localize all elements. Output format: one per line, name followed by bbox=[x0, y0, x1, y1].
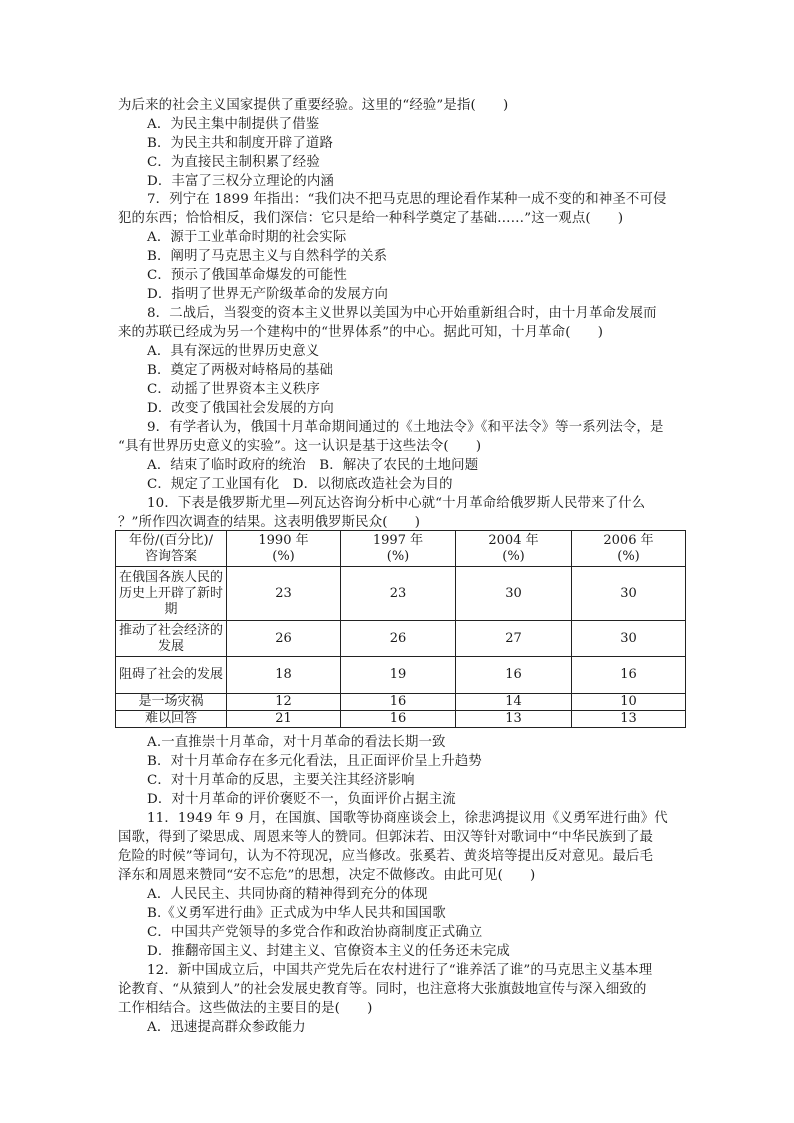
q11-stem-cont: 泽东和周恩来赞同“安不忘危”的思想，决定不做修改。由此可见( ) bbox=[118, 868, 536, 883]
cell-value: 30 bbox=[572, 621, 686, 657]
q8-option-a: A．具有深远的世界历史意义 bbox=[147, 344, 320, 359]
q7-stem: 7．列宁在 1899 年指出：“我们决不把马克思的理论看作某种一成不变的和神圣不可侵 bbox=[147, 192, 667, 207]
q11-option-d: D．推翻帝国主义、封建主义、官僚资本主义的任务还未完成 bbox=[147, 944, 510, 959]
table-row bbox=[116, 711, 686, 728]
q6-stem-end: 为后来的社会主义国家提供了重要经验。这里的“经验”是指( ) bbox=[118, 98, 509, 113]
cell-value: 30 bbox=[456, 567, 572, 621]
q9-stem: 9．有学者认为，俄国十月革命期间通过的《土地法令》《和平法令》等一系列法令，是 bbox=[147, 420, 664, 435]
cell-value: 13 bbox=[572, 711, 686, 728]
header-year-label: 1990 年 bbox=[258, 532, 309, 548]
survey-table bbox=[115, 530, 686, 728]
q12-stem: 12．新中国成立后，中国共产党先后在农村进行了“谁养活了谁”的马克思主义基本理 bbox=[147, 963, 653, 978]
table-row bbox=[116, 567, 686, 621]
q9-stem-cont: “具有世界历史意义的实验”。这一认识是基于这些法令( ) bbox=[118, 439, 482, 454]
row-label: 是一场灾祸 bbox=[116, 694, 227, 711]
q12-option-a: A．迅速提高群众参政能力 bbox=[147, 1020, 306, 1035]
header-year-label: 2006 年 bbox=[603, 532, 654, 548]
q11-stem-cont: 危险的时候”等词句，认为不符现况，应当修改。张奚若、黄炎培等提出反对意见。最后毛 bbox=[118, 849, 654, 864]
cell-value: 16 bbox=[341, 711, 456, 728]
q8-stem-cont: 来的苏联已经成为另一个建构中的“世界体系”的中心。据此可知，十月革命( ) bbox=[118, 325, 604, 340]
q11-stem-cont: 国歌，得到了梁思成、周恩来等人的赞同。但郭沫若、田汉等针对歌词中“中华民族到了最 bbox=[118, 830, 654, 845]
header-corner-line2: 咨询答案 bbox=[144, 548, 197, 564]
cell-value: 30 bbox=[572, 567, 686, 621]
cell-value: 16 bbox=[456, 657, 572, 694]
cell-value: 13 bbox=[456, 711, 572, 728]
q12-stem-cont: 工作相结合。这些做法的主要目的是( ) bbox=[118, 1001, 373, 1016]
cell-value: 27 bbox=[456, 621, 572, 657]
row-label: 在俄国各族人民的历史上开辟了新时期 bbox=[116, 567, 227, 621]
header-year bbox=[341, 531, 456, 567]
q7-option-a: A．源于工业革命时期的社会实际 bbox=[147, 230, 347, 245]
q11-option-b: B.《义勇军进行曲》正式成为中华人民共和国国歌 bbox=[147, 906, 446, 921]
q6-option-a: A．为民主集中制提供了借鉴 bbox=[147, 117, 320, 132]
q6-option-d: D．丰富了三权分立理论的内涵 bbox=[147, 174, 334, 189]
table-row bbox=[116, 694, 686, 711]
cell-value: 23 bbox=[341, 567, 456, 621]
cell-value: 26 bbox=[227, 621, 341, 657]
q12-stem-cont: 论教育、“从猿到人”的社会发展史教育等。同时，也注意将大张旗鼓地宣传与深入细致的 bbox=[118, 982, 647, 997]
header-year bbox=[456, 531, 572, 567]
q7-option-c: C．预示了俄国革命爆发的可能性 bbox=[147, 268, 347, 283]
q10-stem-cont: ？”所作四次调查的结果。这表明俄罗斯民众( ) bbox=[118, 515, 421, 530]
q9-options-cd: C．规定了工业国有化 D．以彻底改造社会为目的 bbox=[147, 477, 453, 492]
cell-value: 14 bbox=[456, 694, 572, 711]
q8-option-c: C．动摇了世界资本主义秩序 bbox=[147, 382, 320, 397]
q7-option-b: B．阐明了马克思主义与自然科学的关系 bbox=[147, 249, 388, 264]
q6-option-b: B．为民主共和制度开辟了道路 bbox=[147, 136, 334, 151]
q11-option-c: C．中国共产党领导的多党合作和政治协商制度正式确立 bbox=[147, 925, 483, 940]
q10-option-c: C．对十月革命的反思，主要关注其经济影响 bbox=[147, 773, 415, 788]
cell-value: 16 bbox=[341, 694, 456, 711]
header-year-label: 2004 年 bbox=[488, 532, 539, 548]
row-label: 难以回答 bbox=[116, 711, 227, 728]
cell-value: 21 bbox=[227, 711, 341, 728]
q11-stem: 11．1949 年 9 月，在国旗、国歌等协商座谈会上，徐悲鸿提议用《义勇军进行曲》代 bbox=[147, 811, 668, 826]
q8-option-d: D．改变了俄国社会发展的方向 bbox=[147, 401, 334, 416]
q11-option-a: A．人民民主、共同协商的精神得到充分的体现 bbox=[147, 887, 428, 902]
header-unit-label: (%) bbox=[502, 548, 525, 564]
cell-value: 19 bbox=[341, 657, 456, 694]
cell-value: 12 bbox=[227, 694, 341, 711]
row-label: 推动了社会经济的发展 bbox=[116, 621, 227, 657]
header-year-label: 1997 年 bbox=[372, 532, 424, 548]
row-label: 阻碍了社会的发展 bbox=[116, 657, 227, 694]
q8-stem: 8．二战后，当裂变的资本主义世界以美国为中心开始重新组合时，由十月革命发展而 bbox=[147, 306, 657, 321]
cell-value: 16 bbox=[572, 657, 686, 694]
q10-option-b: B．对十月革命存在多元化看法，且正面评价呈上升趋势 bbox=[147, 754, 482, 769]
cell-value: 10 bbox=[572, 694, 686, 711]
q7-stem-cont: 犯的东西；恰恰相反，我们深信：它只是给一种科学奠定了基础……”这一观点( ) bbox=[118, 211, 624, 226]
table-header-row bbox=[116, 531, 686, 567]
q10-option-d: D．对十月革命的评价褒贬不一，负面评价占据主流 bbox=[147, 792, 456, 807]
header-unit-label: (%) bbox=[272, 548, 295, 564]
header-year bbox=[572, 531, 686, 567]
table-row bbox=[116, 657, 686, 694]
header-year bbox=[227, 531, 341, 567]
header-unit-label: (%) bbox=[386, 548, 410, 564]
cell-value: 26 bbox=[341, 621, 456, 657]
q10-option-a: A.一直推崇十月革命，对十月革命的看法长期一致 bbox=[147, 735, 446, 750]
cell-value: 18 bbox=[227, 657, 341, 694]
q7-option-d: D．指明了世界无产阶级革命的发展方向 bbox=[147, 287, 389, 302]
q10-stem: 10．下表是俄罗斯尤里—列瓦达咨询分析中心就“十月革命给俄罗斯人民带来了什么 bbox=[147, 496, 646, 511]
q6-option-c: C．为直接民主制积累了经验 bbox=[147, 155, 320, 170]
cell-value: 23 bbox=[227, 567, 341, 621]
header-corner bbox=[116, 531, 227, 567]
q9-options-ab: A．结束了临时政府的统治 B．解决了农民的土地问题 bbox=[147, 458, 479, 473]
header-unit-label: (%) bbox=[617, 548, 640, 564]
header-corner-line1: 年份/(百分比)/ bbox=[129, 532, 213, 548]
table-row bbox=[116, 621, 686, 657]
q8-option-b: B．奠定了两极对峙格局的基础 bbox=[147, 363, 334, 378]
